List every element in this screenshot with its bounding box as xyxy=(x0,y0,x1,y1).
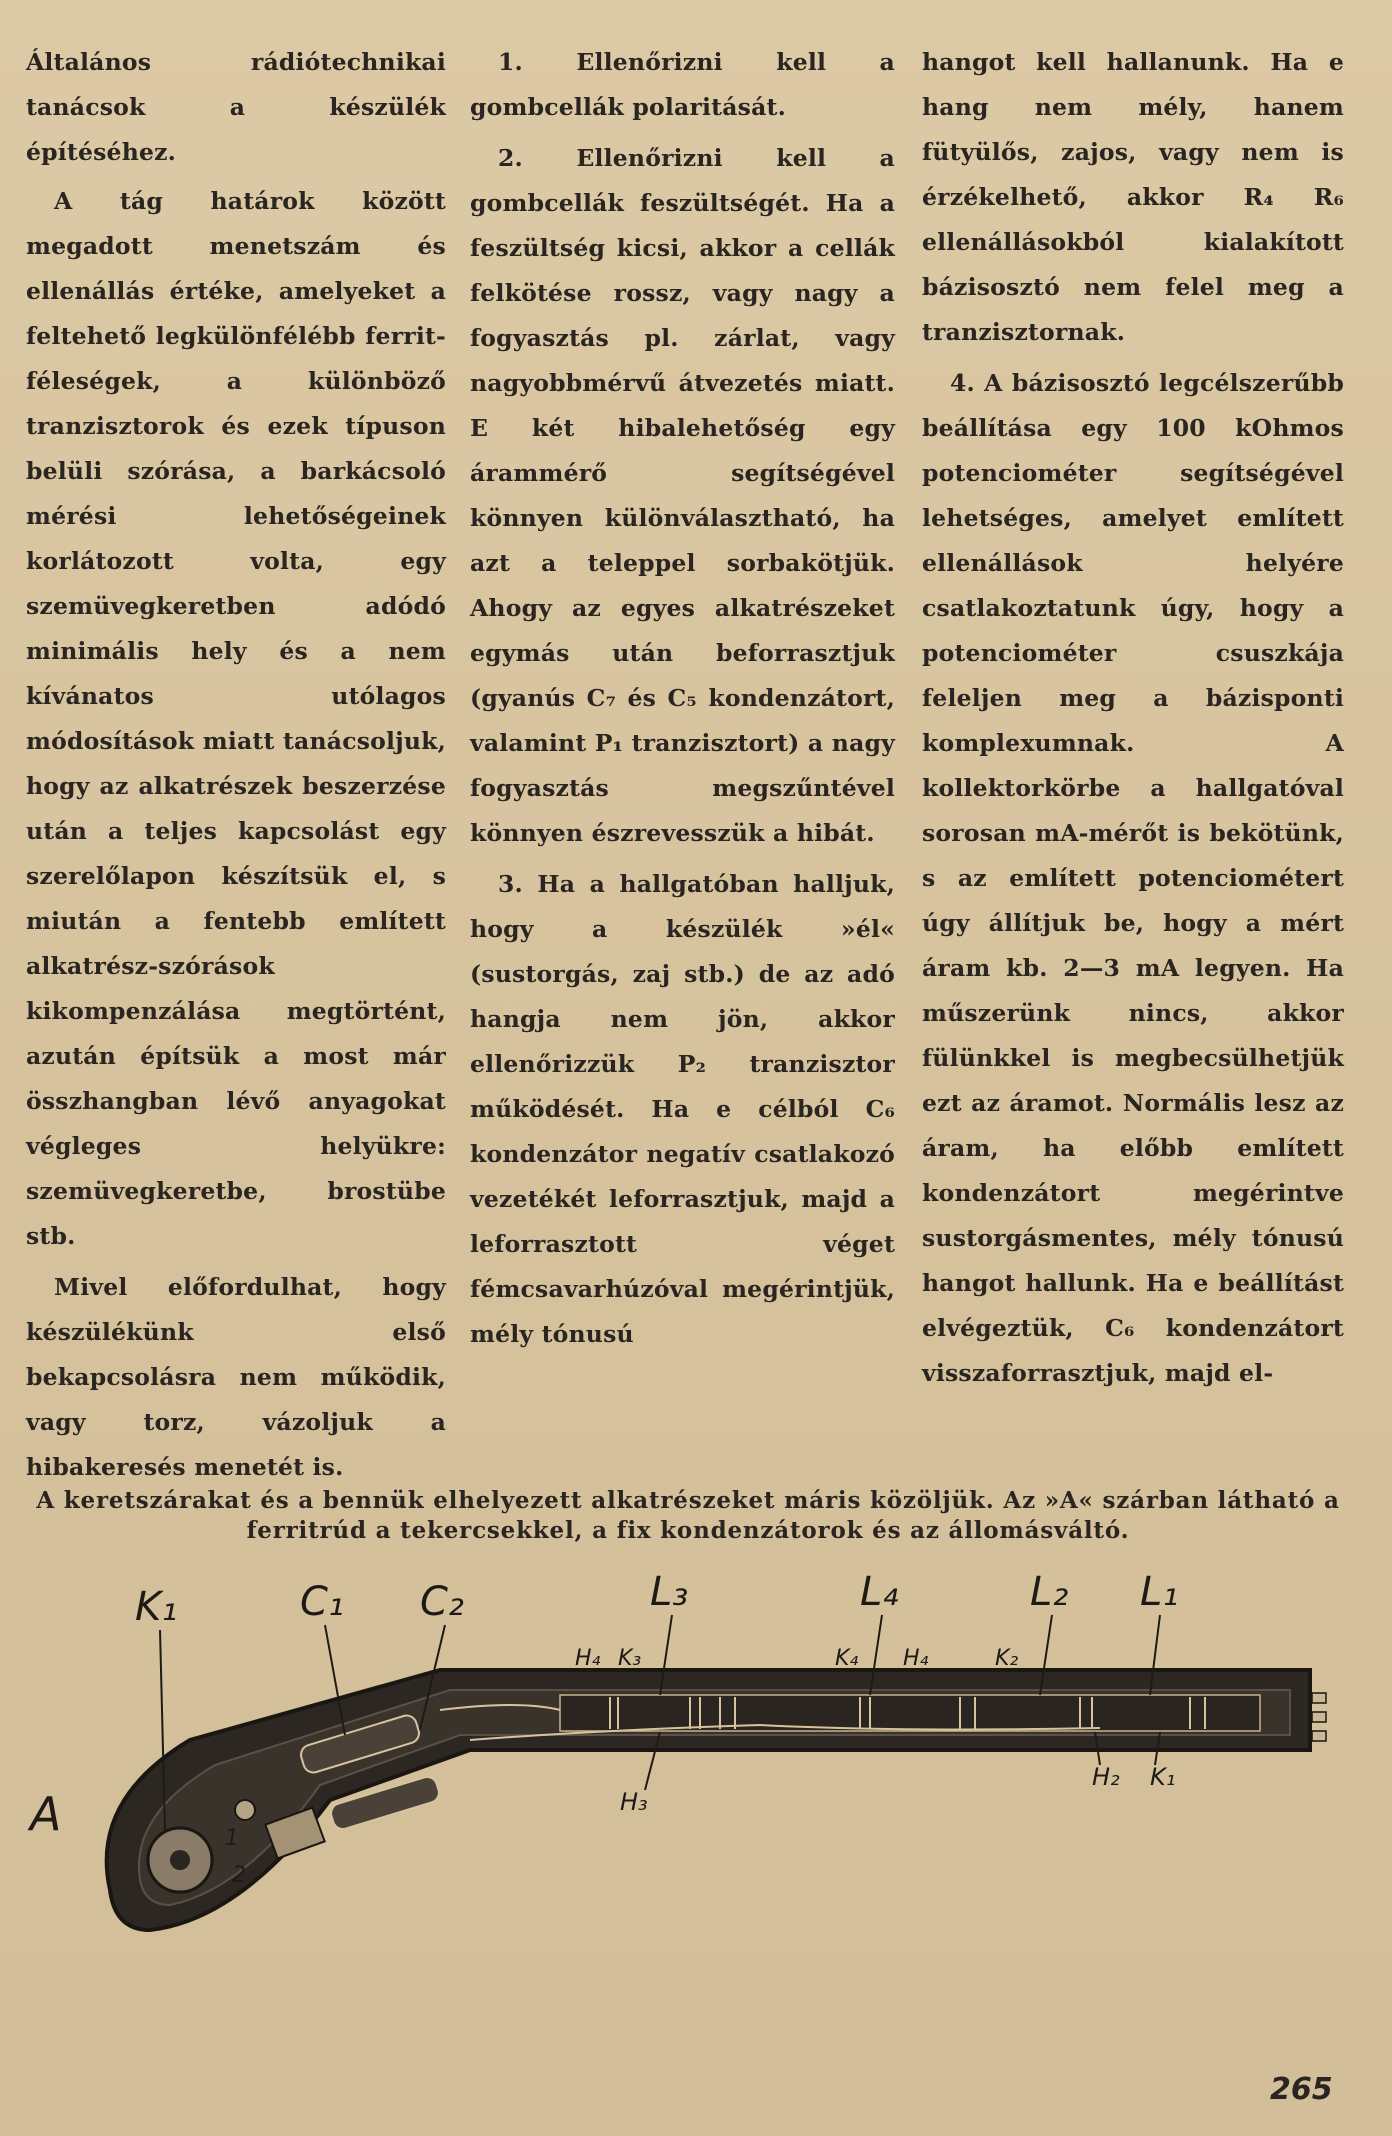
label-k2: K₂ xyxy=(995,1646,1019,1671)
text-column-3 xyxy=(922,40,1344,1402)
label-l4: L₄ xyxy=(860,1569,899,1615)
label-l3: L₃ xyxy=(650,1569,689,1615)
switch-pivot xyxy=(170,1850,190,1870)
figure-caption: A keretszárakat és a bennük elhelyezett alkatrészeket máris közöljük. Az »A« szárban látható a ferritrúd a tekercsekkel, a fix kondenzátorok és az állomásváltó. xyxy=(36,1487,1340,1544)
label-a: A xyxy=(30,1787,62,1841)
text-column-1 xyxy=(26,40,446,1496)
ferrite-rod xyxy=(560,1695,1260,1731)
screw xyxy=(235,1800,255,1820)
label-k1-b: K₁ xyxy=(1150,1763,1176,1791)
label-k1: K₁ xyxy=(135,1584,178,1630)
text-column-2 xyxy=(470,40,895,1363)
list-item: 3. Ha a hallgatóban halljuk, hogy a készülék »él« (sustorgás, zaj stb.) de az adó hangja nem jön, akkor ellenőrizzük P₂ tranzisztor működését. Ha e célból C₆ kondenzátor negatív csatlakozó vezetékét leforrasztjuk, majd a leforrasztott véget fémcsavarhúzóval megérintjük, mély tónusú xyxy=(470,870,895,1348)
paragraph: A tág határok között megadott menetszám és ellenállás értéke, amelyeket a feltehető legkülönfélébb ferrit-féleségek, a különböző tranzisztorok és ezek típuson belüli szórása, a barkácsoló mérési lehetőségeinek korlátozott volta, egy szemüvegkeretben adódó minimális hely és a nem kívánatos utólagos módosítások miatt tanácsoljuk, hogy az alkatrészek beszerzése után a teljes kapcsolást egy szerelőlapon készítsük el, s miután a fentebb említett alkatrész-szórások kikompenzálása megtörtént, azután építsük a most már összhangban lévő anyagokat végleges helyükre: szemüvegkeretbe, brostübe stb. xyxy=(26,187,446,1250)
paragraph: Mivel előfordulhat, hogy készülékünk első bekapcsolásra nem működik, vagy torz, vázoljuk a hibakeresés menetét is. xyxy=(26,1273,446,1481)
label-h3: H₃ xyxy=(620,1788,648,1816)
label-h4-b: H₄ xyxy=(903,1646,929,1671)
label-2: 2 xyxy=(232,1863,246,1888)
frame-arm-drawing xyxy=(0,1560,1392,1980)
list-item: 1. Ellenőrizni kell a gombcellák polaritását. xyxy=(470,48,895,121)
paragraph: hangot kell hallanunk. Ha e hang nem mély, hanem fütyülős, zajos, vagy nem is érzékelhető, akkor R₄ R₆ ellenállásokból kialakított bázisosztó nem felel meg a tranzisztornak. xyxy=(922,48,1344,346)
label-c2: C₂ xyxy=(420,1579,464,1625)
label-c1: C₁ xyxy=(300,1579,344,1625)
terminal-pins xyxy=(1312,1693,1326,1741)
label-l1: L₁ xyxy=(1140,1569,1179,1615)
list-item: 4. A bázisosztó legcélszerűbb beállítása egy 100 kOhmos potenciométer segítségével lehetséges, amelyet említett ellenállások helyére csatlakoztatunk úgy, hogy a potenciométer csuszkája feleljen meg a bázisponti komplexumnak. A kollektorkörbe a hallgatóval sorosan mA-mérőt is bekötünk, s az említett potenciométert úgy állítjuk be, hogy a mért áram kb. 2—3 mA legyen. Ha műszerünk nincs, akkor fülünkkel is megbecsülhetjük ezt az áramot. Normális lesz az áram, ha előbb említett kondenzátort megérintve sustorgásmentes, mély tónusú hangot hallunk. Ha e beállítást elvégeztük, C₆ kondenzátort visszaforrasztjuk, majd el- xyxy=(922,369,1344,1387)
label-k3: K₃ xyxy=(618,1646,642,1671)
label-1: 1 xyxy=(225,1826,239,1851)
label-h2: H₂ xyxy=(1092,1763,1120,1791)
section-heading: Általános rádiótechnikai tanácsok a készülék építéséhez. xyxy=(26,48,446,166)
label-k4: K₄ xyxy=(835,1646,859,1671)
page-number: 265 xyxy=(1270,2072,1333,2107)
label-l2: L₂ xyxy=(1030,1569,1069,1615)
list-item: 2. Ellenőrizni kell a gombcellák feszültségét. Ha a feszültség kicsi, akkor a cellák felkötése rossz, vagy nagy a fogyasztás pl. zárlat, vagy nagyobbmérvű átvezetés miatt. E két hibalehetőség egy árammérő segítségével könnyen különválasztható, ha azt a teleppel sorbakötjük. Ahogy az egyes alkatrészeket egymás után beforrasztjuk (gyanús C₇ és C₅ kondenzátort, valamint P₁ tranzisztort) a nagy fogyasztás megszűntével könnyen észrevesszük a hibát. xyxy=(470,144,895,847)
label-h4: H₄ xyxy=(575,1646,601,1671)
